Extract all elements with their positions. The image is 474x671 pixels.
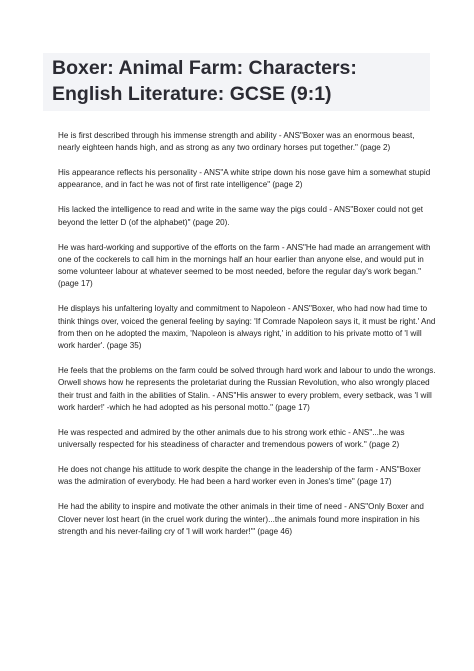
paragraph: His lacked the intelligence to read and write in the same way the pigs could - ANS"Boxer could not get beyond the letter D (of the alphabet)" (page 20). bbox=[58, 205, 424, 227]
paragraph: He was hard-working and supportive of the efforts on the farm - ANS"He had made an arrangement with one of the cockerels to call him in the mornings half an hour earlier than anyone else, and would put in some volunteer labour at whatever seemed to be most needed, before the regular day's work began." (page 17) bbox=[58, 242, 431, 289]
paragraph: He had the ability to inspire and motivate the other animals in their time of need - ANS"Only Boxer and Clover never lost heart (in the cruel work during the winter)...the animals found more inspiration in his strength and his never-failing cry of 'I will work harder!'" (page 46) bbox=[58, 502, 424, 536]
page-title: Boxer: Animal Farm: Characters: English Literature: GCSE (9:1) bbox=[52, 57, 357, 105]
paragraph: He is first described through his immense strength and ability - ANS"Boxer was an enormous beast, nearly eighteen hands high, and as strong as any two ordinary horses put together." (page 2) bbox=[58, 131, 415, 153]
paragraph: He feels that the problems on the farm could be solved through hard work and labour to undo the wrongs. Orwell shows how he represents the proletariat during the Russian Revolution, who also wrongly placed their trust and faith in the abilities of Stalin. - ANS"His answer to every problem, every setback, was 'I will work harder!' -which he had adopted as his personal motto." (page 17) bbox=[58, 366, 436, 413]
paragraph: His appearance reflects his personality - ANS"A white stripe down his nose gave him a somewhat stupid appearance, and in fact he was not of first rate intelligence" (page 2) bbox=[58, 168, 431, 190]
paragraph: He displays his unfaltering loyalty and commitment to Napoleon - ANS"Boxer, who had now had time to think things over, voiced the general feeling by saying: 'If Comrade Napoleon says it, it must be right.' And from then on he adopted the maxim, 'Napoleon is always right,' in addition to his private motto of 'I will work harder'. (page 35) bbox=[58, 304, 436, 351]
document-body bbox=[58, 130, 436, 551]
paragraph: He was respected and admired by the other animals due to his strong work ethic - ANS"...he was universally respected for his steadiness of character and tremendous powers of work." (page 2) bbox=[58, 427, 405, 450]
paragraph: He does not change his attitude to work despite the change in the leadership of the farm - ANS"Boxer was the admiration of everybody. He had been a hard worker even in Jones's time" (page 17) bbox=[58, 465, 421, 487]
